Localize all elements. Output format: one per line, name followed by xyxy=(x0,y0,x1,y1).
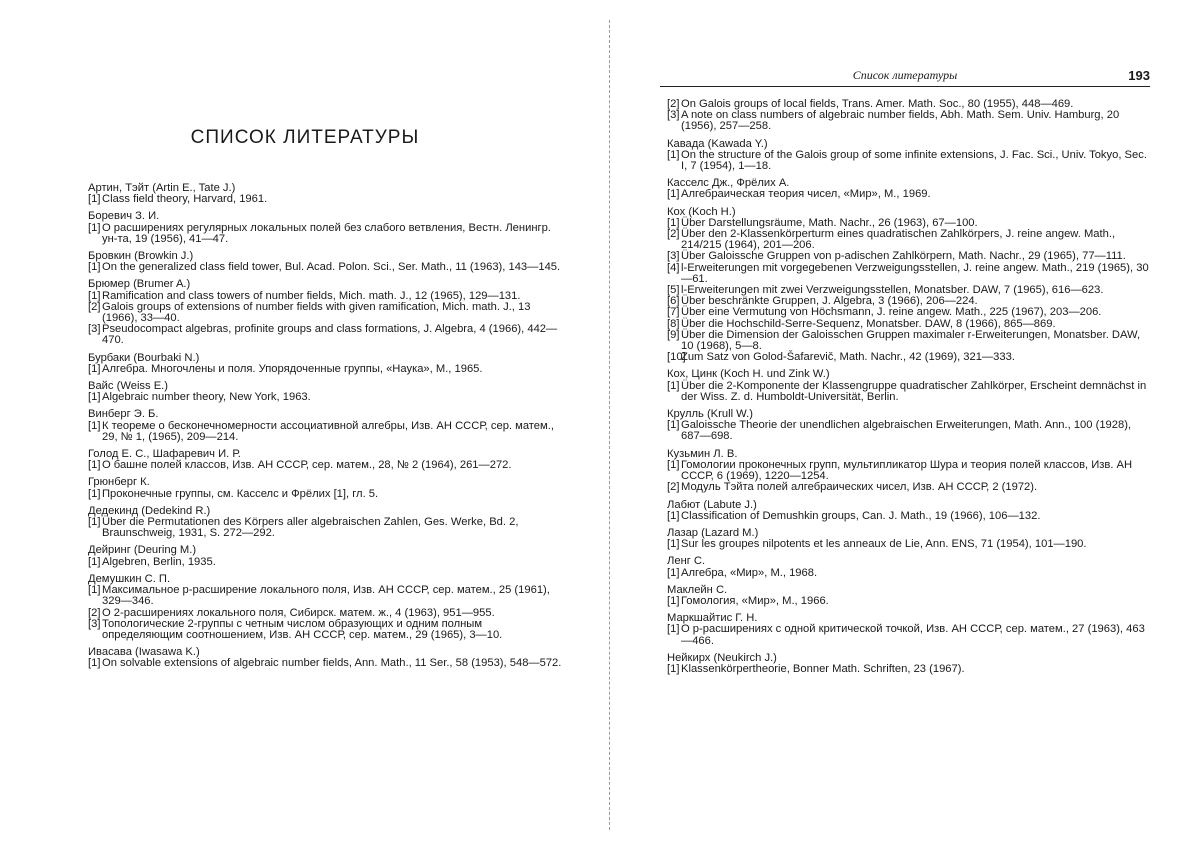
reference-item xyxy=(667,381,1152,403)
reference-number: [1] xyxy=(88,362,101,375)
reference-item xyxy=(88,557,566,568)
bibliography-entry xyxy=(88,409,566,443)
bibliography-entry xyxy=(667,585,1152,607)
reference-number: [2] xyxy=(88,606,101,619)
bibliography-list-right xyxy=(667,99,1152,681)
bibliography-entry xyxy=(667,556,1152,578)
reference-text: О башне полей классов, Изв. АН СССР, сер. матем., 28, № 2 (1964), 261—272. xyxy=(102,459,512,472)
reference-item xyxy=(88,489,566,500)
entry-author: Бурбаки (Bourbaki N.) xyxy=(88,351,200,364)
reference-text: Class field theory, Harvard, 1961. xyxy=(102,193,268,206)
entry-author: Демушкин С. П. xyxy=(88,572,171,585)
reference-number: [3] xyxy=(667,109,680,122)
reference-text: О расширениях регулярных локальных полей без слабого ветвления, Вестн. Ленингр. ун-та, 19 (1956), 41—47. xyxy=(102,221,551,245)
reference-number: [8] xyxy=(667,317,680,330)
reference-number: [1] xyxy=(88,221,101,234)
reference-text: Über eine Vermutung von Höchsmann, J. reine angew. Math., 225 (1967), 203—206. xyxy=(681,306,1102,319)
entry-author: Брюмер (Brumer A.) xyxy=(88,278,191,291)
reference-item xyxy=(667,110,1152,132)
reference-item xyxy=(667,664,1152,675)
reference-number: [1] xyxy=(667,379,680,392)
reference-text: Algebren, Berlin, 1935. xyxy=(102,555,216,568)
bibliography-entry xyxy=(667,99,1152,133)
bibliography-entry xyxy=(88,449,566,471)
entry-author: Кавада (Kawada Y.) xyxy=(667,137,768,150)
reference-text: О 2-расширениях локального поля, Сибирск. матем. ж., 4 (1963), 951—955. xyxy=(102,606,495,619)
reference-text: Über die 2-Komponente der Klassengruppe quadratischer Zahlkörper, Erscheint demnächst in der Wiss. Z. d. Humboldt-Universität, Berlin. xyxy=(681,379,1147,403)
reference-number: [1] xyxy=(88,391,101,404)
entry-author: Винберг Э. Б. xyxy=(88,408,159,421)
reference-number: [1] xyxy=(88,289,101,302)
right-page xyxy=(610,0,1200,848)
reference-text: Zum Satz von Golod-Šafarevič, Math. Nachr., 42 (1969), 321—333. xyxy=(681,351,1015,364)
reference-number: [2] xyxy=(667,228,680,241)
reference-number: [2] xyxy=(667,481,680,494)
reference-text: Топологические 2-группы с четным числом образующих и одним полным определяющим соотношением, Изв. АН СССР, сер. матем., 29 (1965), 3—10. xyxy=(102,617,503,641)
reference-number: [1] xyxy=(88,555,101,568)
reference-number: [10] xyxy=(667,351,686,364)
entry-author: Вайс (Weiss E.) xyxy=(88,380,169,393)
bibliography-entry xyxy=(88,477,566,499)
bibliography-list-left xyxy=(88,183,566,676)
reference-item xyxy=(88,585,566,607)
bibliography-entry xyxy=(88,251,566,273)
reference-number: [1] xyxy=(88,261,101,274)
reference-number: [1] xyxy=(88,657,101,670)
reference-item xyxy=(88,262,566,273)
reference-item xyxy=(88,619,566,641)
entry-author: Ивасава (Iwasawa K.) xyxy=(88,646,200,659)
entry-author: Маркшайтис Г. Н. xyxy=(667,612,758,625)
reference-item xyxy=(88,194,566,205)
entry-author: Дедекинд (Dedekind R.) xyxy=(88,504,211,517)
reference-text: Algebraic number theory, New York, 1963. xyxy=(102,391,311,404)
bibliography-entry xyxy=(667,139,1152,173)
entry-author: Кох, Цинк (Koch H. und Zink W.) xyxy=(667,368,830,381)
bibliography-entry xyxy=(667,500,1152,522)
bibliography-entry xyxy=(88,183,566,205)
reference-item xyxy=(667,460,1152,482)
reference-text: l-Erweiterungen mit zwei Verzweigungsstellen, Monatsber. DAW, 7 (1965), 616—623. xyxy=(681,284,1104,297)
reference-number: [5] xyxy=(667,284,680,297)
reference-item xyxy=(88,302,566,324)
reference-item xyxy=(667,624,1152,646)
reference-item xyxy=(667,596,1152,607)
reference-number: [1] xyxy=(667,419,680,432)
reference-text: A note on class numbers of algebraic number fields, Abh. Math. Sem. Univ. Hamburg, 20 (1956), 257—258. xyxy=(681,109,1120,133)
reference-text: Klassenkörpertheorie, Bonner Math. Schriften, 23 (1967). xyxy=(681,662,965,675)
reference-text: Über Darstellungsräume, Math. Nachr., 26 (1963), 67—100. xyxy=(681,216,978,229)
entry-author: Лабют (Labute J.) xyxy=(667,498,757,511)
entry-author: Кузьмин Л. В. xyxy=(667,447,738,460)
bibliography-entry xyxy=(88,381,566,403)
reference-item xyxy=(667,539,1152,550)
reference-number: [1] xyxy=(88,419,101,432)
entry-author: Ленг С. xyxy=(667,555,706,568)
reference-item xyxy=(88,517,566,539)
bibliography-entry xyxy=(88,647,566,669)
reference-number: [1] xyxy=(88,584,101,597)
reference-item xyxy=(667,420,1152,442)
reference-text: Über die Permutationen des Körpers aller algebraischen Zahlen, Ges. Werke, Bd. 2, Braunschweig, 1931, S. 272—292. xyxy=(102,516,519,540)
reference-number: [1] xyxy=(667,216,680,229)
entry-author: Нейкирх (Neukirch J.) xyxy=(667,651,777,664)
bibliography-entry xyxy=(88,506,566,540)
reference-item xyxy=(667,511,1152,522)
reference-text: Проконечные группы, см. Касселс и Фрёлих [1], гл. 5. xyxy=(102,487,379,500)
reference-text: Pseudocompact algebras, profinite groups and class formations, J. Algebra, 4 (1966), 442—470. xyxy=(102,323,558,347)
reference-number: [1] xyxy=(88,193,101,206)
reference-text: Алгебра. Многочлены и поля. Упорядоченные группы, «Наука», М., 1965. xyxy=(102,362,483,375)
reference-item xyxy=(667,482,1152,493)
reference-text: О p-расширениях с одной критической точкой, Изв. АН СССР, сер. матем., 27 (1963), 463—466. xyxy=(681,623,1145,647)
reference-item xyxy=(667,352,1152,363)
bibliography-entry xyxy=(667,178,1152,200)
reference-text: Über die Hochschild-Serre-Sequenz, Monatsber. DAW, 8 (1966), 865—869. xyxy=(681,317,1056,330)
reference-text: On Galois groups of local fields, Trans. Amer. Math. Soc., 80 (1955), 448—469. xyxy=(681,98,1074,110)
reference-text: Гомология, «Мир», М., 1966. xyxy=(681,594,829,607)
reference-item xyxy=(667,189,1152,200)
reference-number: [1] xyxy=(667,594,680,607)
page-number: 193 xyxy=(1128,68,1150,83)
reference-text: Galoissche Theorie der unendlichen algebraischen Erweiterungen, Math. Ann., 100 (1928), 687—698. xyxy=(681,419,1132,443)
entry-author: Боревич З. И. xyxy=(88,210,160,223)
reference-number: [3] xyxy=(88,617,101,630)
bibliography-entry xyxy=(667,449,1152,494)
bibliography-entry xyxy=(667,653,1152,675)
entry-author: Кох (Koch H.) xyxy=(667,205,736,218)
reference-text: Гомологии проконечных групп, мультипликатор Шура и теория полей классов, Изв. АН СССР, 6 (1969), 1220—1254. xyxy=(681,458,1133,483)
reference-text: Sur les groupes nilpotents et les anneaux de Lie, Ann. ENS, 71 (1954), 101—190. xyxy=(681,538,1087,551)
entry-author: Маклейн С. xyxy=(667,583,728,596)
reference-text: Über den 2-Klassenkörperturm eines quadratischen Zahlkörpers, J. reine angew. Math., 214/215 (1964), 201—206. xyxy=(681,228,1116,252)
reference-item xyxy=(667,330,1152,352)
reference-text: Über beschränkte Gruppen, J. Algebra, 3 (1966), 206—224. xyxy=(681,295,978,308)
entry-author: Бровкин (Browkin J.) xyxy=(88,250,194,263)
reference-text: On the generalized class field tower, Bul. Acad. Polon. Sci., Ser. Math., 11 (1963), 143—145. xyxy=(102,261,561,274)
bibliography-entry xyxy=(88,574,566,641)
reference-number: [6] xyxy=(667,295,680,308)
reference-text: Модуль Тэйта полей алгебраических чисел, Изв. АН СССР, 2 (1972). xyxy=(681,481,1038,494)
reference-text: Galois groups of extensions of number fields with given ramification, Mich. math. J., 13 (1966), 33—40. xyxy=(102,300,531,325)
reference-number: [3] xyxy=(88,323,101,336)
running-title: Список литературы xyxy=(852,68,958,82)
reference-number: [2] xyxy=(667,98,680,110)
reference-item xyxy=(88,658,566,669)
reference-number: [1] xyxy=(667,148,680,161)
reference-number: [1] xyxy=(667,509,680,522)
reference-text: On solvable extensions of algebraic number fields, Ann. Math., 11 Ser., 58 (1953), 548—572. xyxy=(102,657,562,670)
entry-author: Дейринг (Deuring M.) xyxy=(88,544,197,557)
reference-number: [1] xyxy=(667,458,680,471)
bibliography-entry xyxy=(667,613,1152,647)
reference-number: [1] xyxy=(667,566,680,579)
reference-text: On the structure of the Galois group of some infinite extensions, J. Fac. Sci., Univ. Tokyo, Sec. I, 7 (1954), 1—18. xyxy=(681,148,1147,173)
reference-number: [1] xyxy=(667,623,680,636)
reference-text: К теореме о бесконечномерности ассоциативной алгебры, Изв. АН СССР, сер. матем., 29, № 1, (1965), 209—214. xyxy=(102,419,554,443)
reference-number: [4] xyxy=(667,261,680,274)
entry-author: Голод Е. С., Шафаревич И. Р. xyxy=(88,448,241,461)
reference-item xyxy=(88,460,566,471)
entry-author: Крулль (Krull W.) xyxy=(667,408,753,421)
entry-author: Артин, Тэйт (Artin E., Tate J.) xyxy=(88,182,236,194)
reference-number: [1] xyxy=(667,538,680,551)
running-header xyxy=(660,68,1150,87)
reference-text: Über die Dimension der Galoisschen Gruppen maximaler r-Erweiterungen, Monatsber. DAW, 10 (1968), 5—8. xyxy=(681,328,1141,353)
bibliography-entry xyxy=(88,545,566,567)
reference-item xyxy=(667,150,1152,172)
reference-number: [7] xyxy=(667,306,680,319)
bibliography-entry xyxy=(88,353,566,375)
entry-author: Касселс Дж., Фрёлих А. xyxy=(667,177,790,190)
reference-number: [2] xyxy=(88,300,101,313)
reference-text: Ramification and class towers of number fields, Mich. math. J., 12 (1965), 129—131. xyxy=(102,289,521,302)
reference-number: [1] xyxy=(667,188,680,201)
reference-item xyxy=(667,568,1152,579)
bibliography-entry xyxy=(88,279,566,346)
reference-text: Алгебраическая теория чисел, «Мир», М., 1969. xyxy=(681,188,931,201)
entry-author: Грюнберг К. xyxy=(88,476,150,489)
bibliography-entry xyxy=(667,369,1152,403)
entry-author: Лазар (Lazard M.) xyxy=(667,526,759,539)
bibliography-entry xyxy=(88,211,566,245)
reference-item xyxy=(667,263,1152,285)
reference-item xyxy=(88,421,566,443)
reference-text: Classification of Demushkin groups, Can. J. Math., 19 (1966), 106—132. xyxy=(681,509,1041,522)
reference-number: [9] xyxy=(667,328,680,341)
reference-text: Über Galoissche Gruppen von p-adischen Zahlkörpern, Math. Nachr., 29 (1965), 77—111. xyxy=(681,250,1126,263)
bibliography-entry xyxy=(667,409,1152,443)
reference-item xyxy=(88,324,566,346)
reference-number: [1] xyxy=(88,459,101,472)
bibliography-entry xyxy=(667,207,1152,364)
reference-number: [1] xyxy=(667,662,680,675)
reference-number: [1] xyxy=(88,487,101,500)
reference-text: l-Erweiterungen mit vorgegebenen Verzweigungsstellen, J. reine angew. Math., 219 (1965), 30—61. xyxy=(681,261,1149,285)
bibliography-entry xyxy=(667,528,1152,550)
reference-item xyxy=(88,364,566,375)
reference-text: Алгебра, «Мир», М., 1968. xyxy=(681,566,818,579)
reference-item xyxy=(667,229,1152,251)
reference-number: [1] xyxy=(88,516,101,529)
reference-text: Максимальное p-расширение локального поля, Изв. АН СССР, сер. матем., 25 (1961), 329—346. xyxy=(102,584,550,608)
reference-item xyxy=(88,392,566,403)
reference-number: [3] xyxy=(667,250,680,263)
reference-item xyxy=(88,223,566,245)
page-title: СПИСОК ЛИТЕРАТУРЫ xyxy=(190,126,420,148)
